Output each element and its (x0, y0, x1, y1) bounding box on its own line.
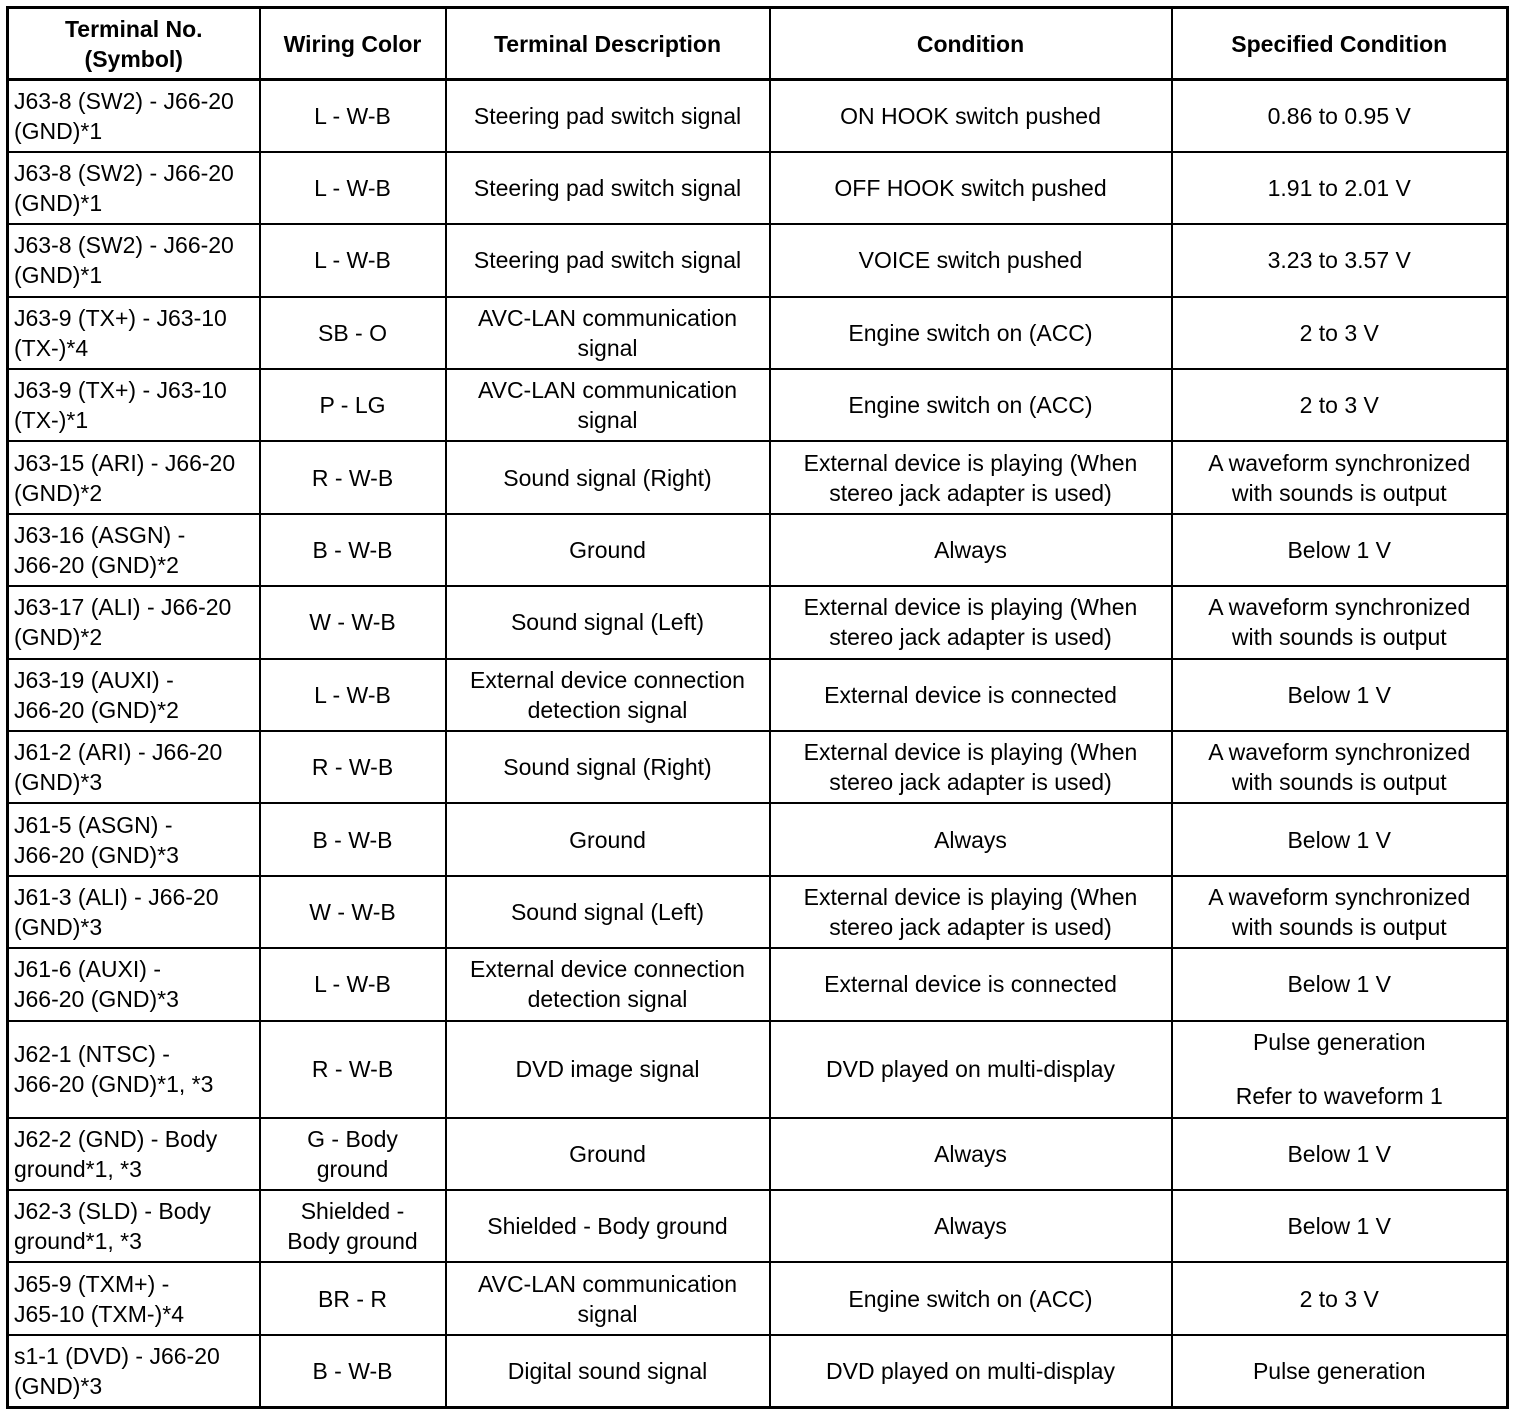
table-row (8, 152, 1508, 224)
specified-condition-cell-text: Below 1 V (1287, 826, 1392, 853)
table-row (8, 803, 1508, 875)
terminal-description-cell (446, 948, 770, 1020)
specified-condition-cell-text: 3.23 to 3.57 V (1267, 247, 1411, 274)
wiring-color-cell-text: L - W-B (314, 971, 391, 998)
specified-condition-cell-text: 1.91 to 2.01 V (1267, 175, 1411, 202)
terminal-description-cell (446, 731, 770, 803)
terminal-cell (8, 1335, 260, 1407)
terminal-spec-table (6, 6, 1509, 1409)
terminal-cell (8, 1118, 260, 1190)
table-row (8, 1262, 1508, 1334)
condition-cell (770, 152, 1172, 224)
wiring-color-cell (260, 1190, 446, 1262)
terminal-description-cell-text: Sound signal (Left) (510, 898, 705, 925)
condition-cell (770, 80, 1172, 152)
specified-condition-cell (1172, 586, 1508, 658)
condition-cell-text: OFF HOOK switch pushed (834, 175, 1107, 202)
wiring-color-cell (260, 152, 446, 224)
condition-cell (770, 876, 1172, 948)
table-row (8, 1118, 1508, 1190)
terminal-description-cell-text: Ground (569, 537, 646, 564)
terminal-description-cell-text: Steering pad switch signal (473, 247, 742, 274)
table-row (8, 224, 1508, 296)
terminal-cell-text: J63-8 (SW2) - J66-20 (GND)*1 (14, 232, 234, 289)
wiring-color-cell (260, 80, 446, 152)
wiring-color-cell-text: B - W-B (312, 826, 393, 853)
terminal-cell-text: s1-1 (DVD) - J66-20 (GND)*3 (14, 1342, 220, 1399)
specified-condition-cell-text: Pulse generation (1252, 1029, 1426, 1056)
table-row (8, 659, 1508, 731)
wiring-color-cell (260, 803, 446, 875)
terminal-cell-text: J62-2 (GND) - Body ground*1, *3 (14, 1125, 218, 1182)
table-row (8, 1190, 1508, 1262)
specified-condition-cell-text: Below 1 V (1287, 1213, 1392, 1240)
specified-condition-cell (1172, 876, 1508, 948)
table-row (8, 441, 1508, 513)
condition-cell (770, 224, 1172, 296)
specified-condition-cell-text: A waveform synchronized with sounds is output (1208, 594, 1471, 651)
wiring-color-cell (260, 1118, 446, 1190)
condition-cell-text: ON HOOK switch pushed (840, 102, 1101, 129)
terminal-description-cell (446, 1190, 770, 1262)
wiring-color-cell (260, 224, 446, 296)
condition-cell-text: Always (934, 826, 1007, 853)
terminal-description-cell (446, 586, 770, 658)
condition-cell-text: External device is playing (When stereo jack adapter is used) (803, 594, 1138, 651)
terminal-cell (8, 152, 260, 224)
wiring-color-cell-text: L - W-B (314, 175, 391, 202)
terminal-description-cell (446, 803, 770, 875)
terminal-cell-text: J63-8 (SW2) - J66-20 (GND)*1 (14, 160, 234, 217)
condition-cell-text: External device is playing (When stereo jack adapter is used) (803, 739, 1138, 796)
terminal-description-cell-text: AVC-LAN communication signal (477, 377, 738, 434)
condition-cell-text: Always (934, 537, 1007, 564)
terminal-cell-text: J63-19 (AUXI) - J66-20 (GND)*2 (14, 666, 179, 723)
condition-cell (770, 441, 1172, 513)
wiring-color-cell-text: SB - O (317, 319, 387, 346)
specified-condition-cell (1172, 659, 1508, 731)
specified-condition-note: Refer to waveform 1 (1235, 1083, 1443, 1110)
specified-condition-cell (1172, 224, 1508, 296)
specified-condition-cell-text: Pulse generation (1252, 1357, 1426, 1384)
table-row (8, 876, 1508, 948)
condition-cell (770, 1190, 1172, 1262)
wiring-color-cell-text: B - W-B (312, 537, 393, 564)
specified-condition-cell-text: 2 to 3 V (1299, 392, 1379, 419)
wiring-color-cell-text: R - W-B (311, 464, 394, 491)
condition-cell (770, 1021, 1172, 1118)
terminal-cell (8, 803, 260, 875)
terminal-cell (8, 876, 260, 948)
header-row (8, 8, 1508, 80)
specified-condition-cell (1172, 1262, 1508, 1334)
condition-cell-text: DVD played on multi-display (826, 1357, 1115, 1384)
terminal-cell (8, 659, 260, 731)
table-row (8, 297, 1508, 369)
specified-condition-cell-text: 0.86 to 0.95 V (1267, 102, 1411, 129)
wiring-color-cell-text: BR - R (318, 1285, 387, 1312)
table-row (8, 1335, 1508, 1407)
terminal-cell-text: J63-15 (ARI) - J66-20 (GND)*2 (14, 449, 236, 506)
specified-condition-cell-text: Below 1 V (1287, 537, 1392, 564)
condition-cell (770, 948, 1172, 1020)
terminal-cell (8, 731, 260, 803)
table-row (8, 80, 1508, 152)
terminal-cell (8, 948, 260, 1020)
terminal-description-cell-text: Steering pad switch signal (473, 102, 742, 129)
table-row (8, 369, 1508, 441)
terminal-cell (8, 514, 260, 586)
header-specified-condition: Specified Condition (1172, 8, 1508, 80)
terminal-description-cell-text: External device connection detection signal (470, 956, 745, 1013)
terminal-description-cell-text: Steering pad switch signal (473, 175, 742, 202)
terminal-cell-text: J63-16 (ASGN) - J66-20 (GND)*2 (14, 522, 186, 579)
condition-cell (770, 586, 1172, 658)
condition-cell (770, 659, 1172, 731)
terminal-description-cell (446, 876, 770, 948)
terminal-description-cell-text: Ground (569, 826, 646, 853)
condition-cell (770, 731, 1172, 803)
table-row (8, 731, 1508, 803)
wiring-color-cell (260, 514, 446, 586)
specified-condition-cell (1172, 152, 1508, 224)
table-row (8, 586, 1508, 658)
specified-condition-cell (1172, 1118, 1508, 1190)
wiring-color-cell-text: W - W-B (309, 898, 396, 925)
wiring-color-cell (260, 1335, 446, 1407)
header-terminal-no: Terminal No. (Symbol) (8, 8, 260, 80)
condition-cell-text: Engine switch on (ACC) (848, 319, 1093, 346)
condition-cell-text: VOICE switch pushed (858, 247, 1083, 274)
condition-cell-text: Engine switch on (ACC) (848, 392, 1093, 419)
terminal-cell (8, 1021, 260, 1118)
specified-condition-cell (1172, 803, 1508, 875)
terminal-cell (8, 1262, 260, 1334)
wiring-color-cell-text: L - W-B (314, 247, 391, 274)
terminal-cell (8, 369, 260, 441)
terminal-description-cell-text: AVC-LAN communication signal (477, 1270, 738, 1327)
terminal-description-cell-text: Sound signal (Right) (503, 464, 712, 491)
terminal-description-cell-text: DVD image signal (515, 1056, 700, 1083)
terminal-cell-text: J63-17 (ALI) - J66-20 (GND)*2 (14, 594, 232, 651)
terminal-description-cell-text: Sound signal (Left) (510, 609, 705, 636)
specified-condition-cell (1172, 1190, 1508, 1262)
condition-cell (770, 514, 1172, 586)
specified-condition-cell (1172, 1021, 1508, 1118)
wiring-color-cell-text: G - Body ground (307, 1125, 398, 1182)
wiring-color-cell-text: Shielded - Body ground (287, 1198, 418, 1255)
condition-cell (770, 1262, 1172, 1334)
wiring-color-cell (260, 948, 446, 1020)
wiring-color-cell (260, 369, 446, 441)
condition-cell-text: Always (934, 1213, 1007, 1240)
terminal-description-cell-text: Ground (569, 1140, 646, 1167)
header-condition: Condition (770, 8, 1172, 80)
terminal-cell-text: J63-9 (TX+) - J63-10 (TX-)*1 (14, 377, 227, 434)
table-row (8, 948, 1508, 1020)
specified-condition-cell (1172, 80, 1508, 152)
terminal-description-cell (446, 441, 770, 513)
wiring-color-cell-text: P - LG (319, 392, 386, 419)
terminal-description-cell (446, 80, 770, 152)
wiring-color-cell-text: L - W-B (314, 681, 391, 708)
header-wiring-color: Wiring Color (260, 8, 446, 80)
terminal-cell-text: J62-3 (SLD) - Body ground*1, *3 (14, 1198, 211, 1255)
terminal-cell-text: J61-5 (ASGN) - J66-20 (GND)*3 (14, 811, 179, 868)
specified-condition-cell (1172, 1335, 1508, 1407)
wiring-color-cell (260, 731, 446, 803)
specified-condition-cell-text: Below 1 V (1287, 1140, 1392, 1167)
terminal-description-cell (446, 369, 770, 441)
condition-cell (770, 1335, 1172, 1407)
condition-cell-text: Engine switch on (ACC) (848, 1285, 1093, 1312)
terminal-description-cell (446, 514, 770, 586)
terminal-cell (8, 297, 260, 369)
specified-condition-cell (1172, 441, 1508, 513)
specified-condition-cell (1172, 514, 1508, 586)
condition-cell (770, 369, 1172, 441)
wiring-color-cell (260, 297, 446, 369)
terminal-cell (8, 80, 260, 152)
terminal-cell-text: J61-3 (ALI) - J66-20 (GND)*3 (14, 883, 219, 940)
wiring-color-cell (260, 441, 446, 513)
terminal-description-cell-text: External device connection detection signal (470, 666, 745, 723)
spacer (1177, 1057, 1503, 1081)
condition-cell-text: External device is playing (When stereo jack adapter is used) (803, 883, 1138, 940)
terminal-description-cell (446, 297, 770, 369)
specified-condition-cell-text: 2 to 3 V (1299, 1285, 1379, 1312)
terminal-description-cell-text: Digital sound signal (507, 1357, 708, 1384)
header-terminal-description: Terminal Description (446, 8, 770, 80)
wiring-color-cell (260, 586, 446, 658)
terminal-description-cell (446, 659, 770, 731)
terminal-cell-text: J61-6 (AUXI) - J66-20 (GND)*3 (14, 956, 179, 1013)
condition-cell (770, 1118, 1172, 1190)
terminal-description-cell-text: Sound signal (Right) (503, 754, 712, 781)
wiring-color-cell (260, 659, 446, 731)
condition-cell-text: DVD played on multi-display (826, 1056, 1115, 1083)
terminal-description-cell (446, 224, 770, 296)
terminal-cell-text: J61-2 (ARI) - J66-20 (GND)*3 (14, 739, 223, 796)
terminal-description-cell (446, 1021, 770, 1118)
terminal-description-cell (446, 152, 770, 224)
specified-condition-cell (1172, 369, 1508, 441)
wiring-color-cell (260, 1262, 446, 1334)
condition-cell-text: Always (934, 1140, 1007, 1167)
wiring-color-cell-text: W - W-B (309, 609, 396, 636)
table-body (8, 80, 1508, 1408)
terminal-cell-text: J65-9 (TXM+) - J65-10 (TXM-)*4 (14, 1270, 184, 1327)
wiring-color-cell (260, 876, 446, 948)
terminal-cell (8, 224, 260, 296)
terminal-cell-text: J63-8 (SW2) - J66-20 (GND)*1 (14, 87, 234, 144)
condition-cell-text: External device is connected (824, 681, 1117, 708)
terminal-cell (8, 1190, 260, 1262)
terminal-description-cell-text: AVC-LAN communication signal (477, 304, 738, 361)
specified-condition-cell (1172, 731, 1508, 803)
terminal-description-cell (446, 1118, 770, 1190)
specified-condition-cell-text: A waveform synchronized with sounds is output (1208, 883, 1471, 940)
condition-cell (770, 297, 1172, 369)
wiring-color-cell (260, 1021, 446, 1118)
terminal-description-cell (446, 1335, 770, 1407)
specified-condition-cell-text: A waveform synchronized with sounds is output (1208, 449, 1471, 506)
condition-cell (770, 803, 1172, 875)
terminal-description-cell (446, 1262, 770, 1334)
condition-cell-text: External device is playing (When stereo jack adapter is used) (803, 449, 1138, 506)
specified-condition-cell-text: Below 1 V (1287, 681, 1392, 708)
wiring-color-cell-text: L - W-B (314, 102, 391, 129)
specified-condition-cell-text: Below 1 V (1287, 971, 1392, 998)
terminal-description-cell-text: Shielded - Body ground (487, 1213, 728, 1240)
specified-condition-cell-text: 2 to 3 V (1299, 319, 1379, 346)
terminal-cell (8, 586, 260, 658)
table-row (8, 514, 1508, 586)
specified-condition-cell (1172, 297, 1508, 369)
specified-condition-cell-text: A waveform synchronized with sounds is output (1208, 739, 1471, 796)
table-row (8, 1021, 1508, 1118)
terminal-cell (8, 441, 260, 513)
terminal-cell-text: J62-1 (NTSC) - J66-20 (GND)*1, *3 (14, 1041, 214, 1098)
wiring-color-cell-text: R - W-B (311, 1056, 394, 1083)
specified-condition-cell (1172, 948, 1508, 1020)
terminal-cell-text: J63-9 (TX+) - J63-10 (TX-)*4 (14, 304, 227, 361)
condition-cell-text: External device is connected (824, 971, 1117, 998)
wiring-color-cell-text: R - W-B (311, 754, 394, 781)
wiring-color-cell-text: B - W-B (312, 1357, 393, 1384)
table-header (8, 8, 1508, 80)
